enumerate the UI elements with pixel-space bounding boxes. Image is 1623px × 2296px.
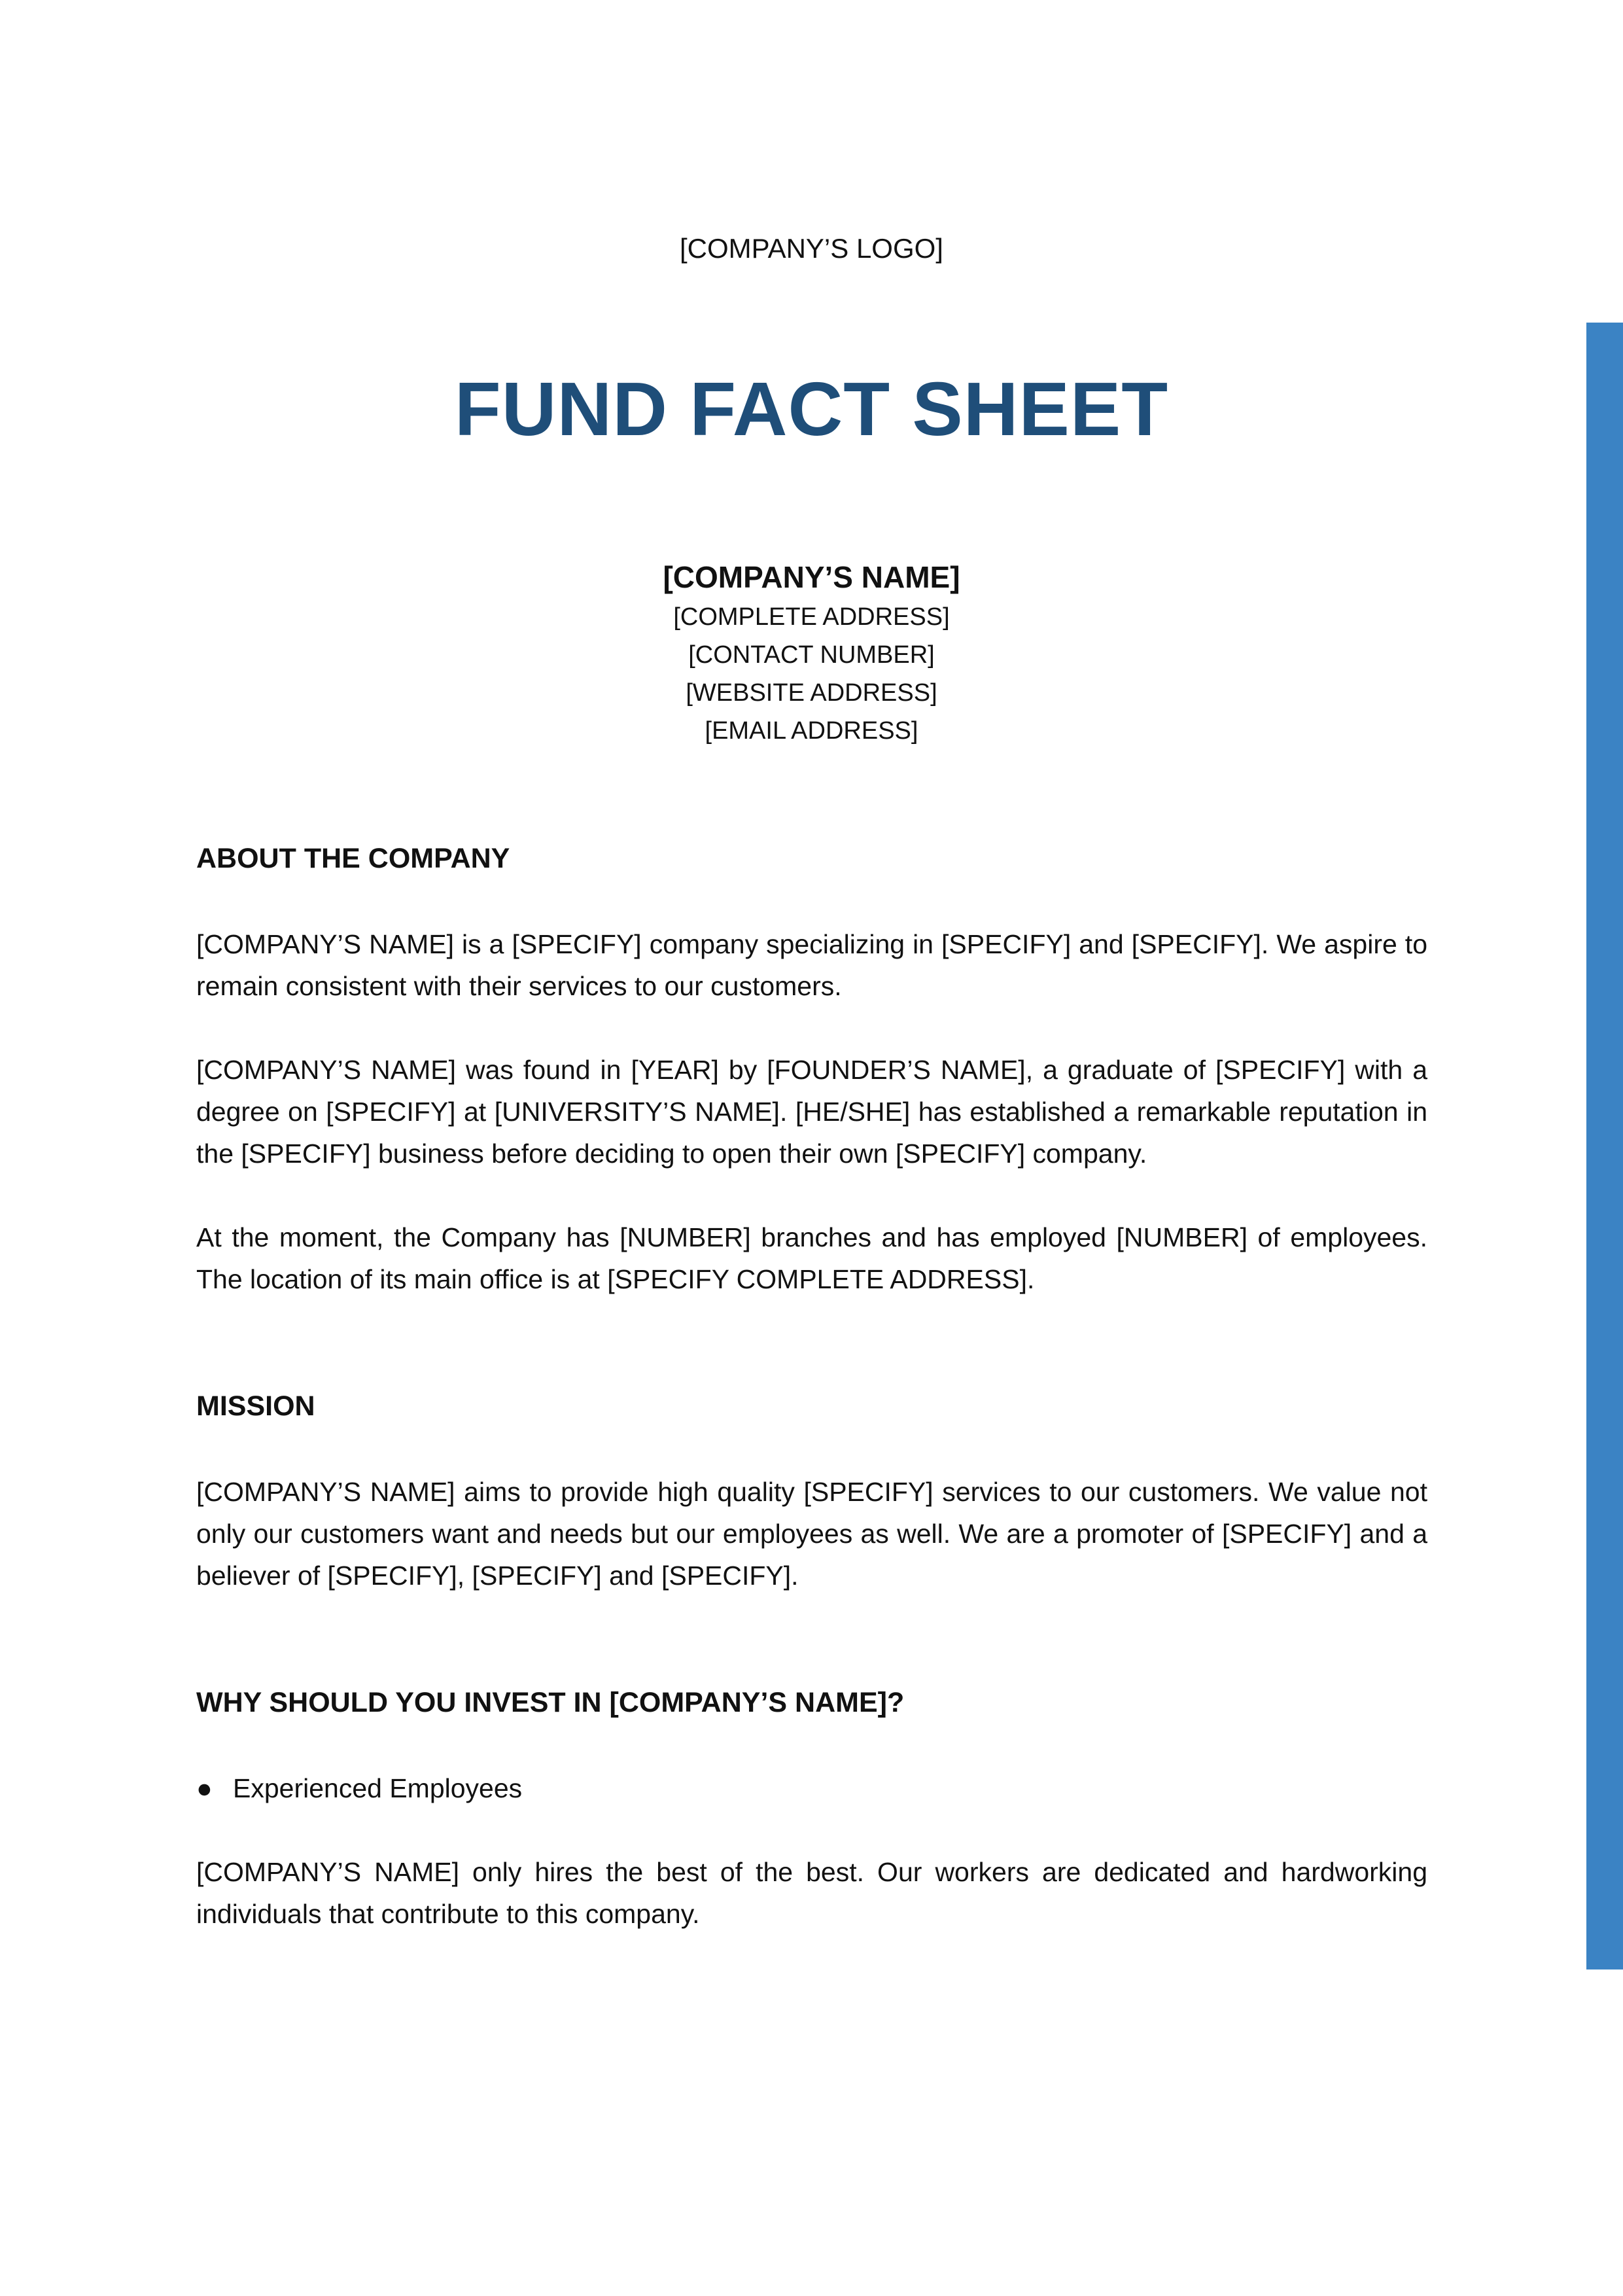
company-email: [EMAIL ADDRESS] bbox=[705, 717, 918, 745]
company-contact: [CONTACT NUMBER] bbox=[688, 641, 935, 669]
bullet-icon: ● bbox=[196, 1773, 213, 1803]
mission-paragraph: [COMPANY’S NAME] aims to provide high quality [SPECIFY] services to our customers. We value not only our customers want and needs but our employees as well. We are a promoter of [SPECIFY] and a believer of [SPECIFY], [SPECIFY] and [SPECIFY]. bbox=[196, 1477, 1427, 1591]
invest-paragraph: [COMPANY’S NAME] only hires the best of the best. Our workers are dedicated and hardworking individuals that contribute to this company. bbox=[196, 1857, 1427, 1929]
invest-heading: WHY SHOULD YOU INVEST IN [COMPANY’S NAME]? bbox=[196, 1687, 905, 1718]
company-website: [WEBSITE ADDRESS] bbox=[686, 679, 937, 707]
company-name: [COMPANY’S NAME] bbox=[663, 560, 960, 594]
bullet-text: Experienced Employees bbox=[233, 1773, 523, 1803]
list-item bbox=[196, 1767, 1427, 1809]
company-info bbox=[0, 556, 1623, 750]
document-body bbox=[196, 838, 1427, 1935]
about-paragraph-2: [COMPANY’S NAME] was found in [YEAR] by [FOUNDER’S NAME], a graduate of [SPECIFY] with a degree on [SPECIFY] at [UNIVERSITY’S NAME]. [HE/SHE] has established a remarkable reputation in the [SPECIFY] business before deciding to open their own [SPECIFY] company. bbox=[196, 1055, 1427, 1169]
about-paragraph-3: At the moment, the Company has [NUMBER] branches and has employed [NUMBER] of employees. The location of its main office is at [SPECIFY COMPLETE ADDRESS]. bbox=[196, 1222, 1427, 1294]
mission-heading: MISSION bbox=[196, 1390, 315, 1422]
about-heading: ABOUT THE COMPANY bbox=[196, 843, 510, 874]
company-logo-placeholder: [COMPANY’S LOGO] bbox=[680, 233, 943, 264]
page-title: FUND FACT SHEET bbox=[454, 366, 1169, 451]
about-paragraph-1: [COMPANY’S NAME] is a [SPECIFY] company specializing in [SPECIFY] and [SPECIFY]. We aspire to remain consistent with their services to our customers. bbox=[196, 929, 1427, 1001]
company-address: [COMPLETE ADDRESS] bbox=[673, 603, 950, 631]
